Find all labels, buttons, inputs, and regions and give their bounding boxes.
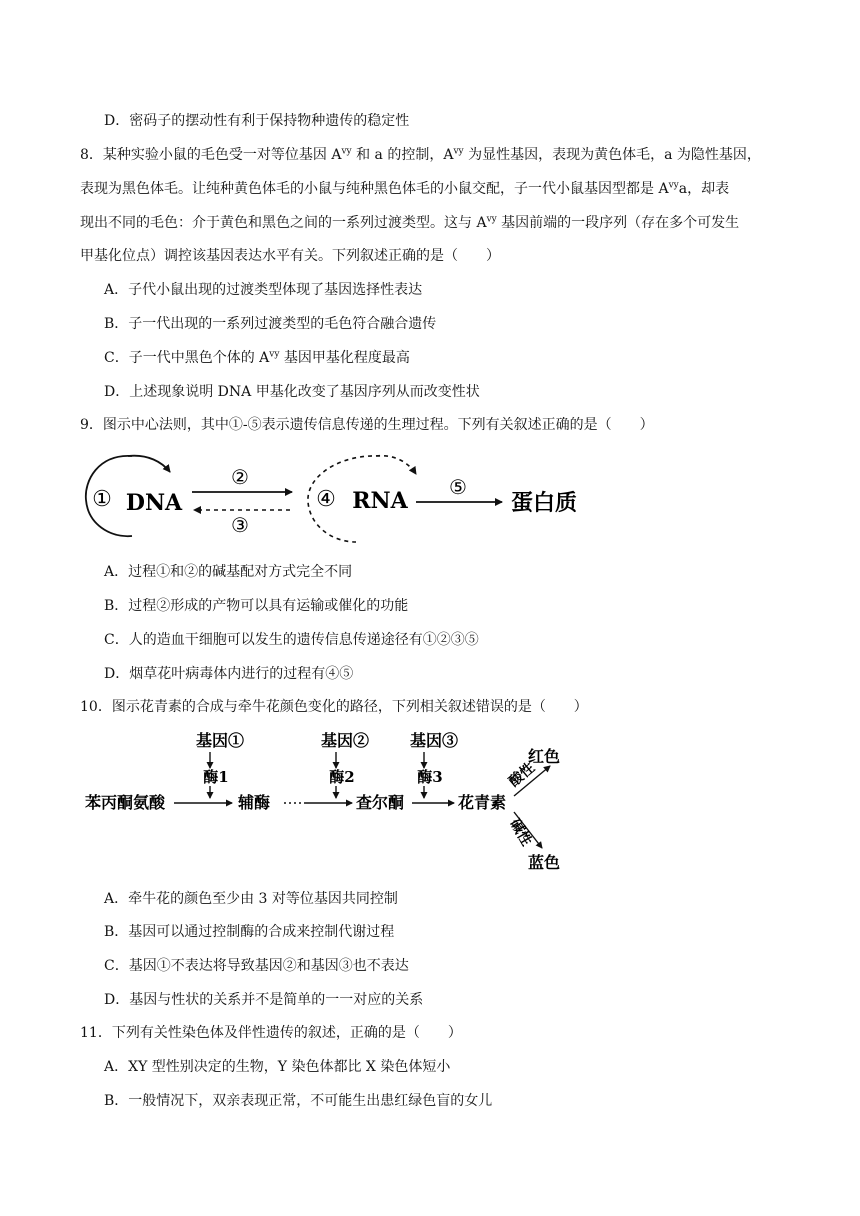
q10-option-a: A．牵牛花的颜色至少由 3 对等位基因共同控制 [104, 891, 398, 907]
q10-stem: 10．图示花青素的合成与牵牛花颜色变化的路径，下列相关叙述错误的是（ ） [80, 699, 588, 715]
q8-option-c: C．子一代中黑色个体的 $A^{vy}$ 基因甲基化程度最高 [104, 349, 410, 366]
dna-label: DNA [125, 490, 183, 516]
anthocyanin-label: 花青素 [458, 793, 507, 812]
blue-label: 蓝色 [528, 853, 561, 872]
gene-1-label: 基因① [195, 731, 245, 750]
q11-option-a: A．XY 型性别决定的生物，Y 染色体都比 X 染色体短小 [104, 1059, 451, 1075]
q8-stem-line2: 表现为黑色体毛。让纯种黄色体毛的小鼠与纯种黑色体毛的小鼠交配，子一代小鼠基因型都是 $A^{vy}a$，却表 [80, 180, 730, 197]
chalcone-label: 查尔酮 [356, 793, 405, 812]
enzyme-2-label: 酶2 [329, 768, 355, 786]
q10-option-d: D．基因与性状的关系并不是简单的一一对应的关系 [104, 992, 424, 1008]
q11-stem: 11．下列有关性染色体及伴性遗传的叙述，正确的是（ ） [80, 1025, 462, 1041]
enzyme-3-label: 酶3 [417, 768, 443, 786]
gene-3-label: 基因③ [409, 731, 459, 750]
process-1-label: ① [92, 487, 112, 512]
acidic-label: 酸性 [506, 759, 538, 791]
q7-option-d: D．密码子的摆动性有利于保持物种遗传的稳定性 [104, 113, 410, 129]
q9-stem: 9．图示中心法则，其中①-⑤表示遗传信息传递的生理过程。下列有关叙述正确的是（ ） [80, 417, 654, 433]
q9-option-b: B．过程②形成的产物可以具有运输或催化的功能 [104, 598, 409, 614]
q10-option-b: B．基因可以通过控制酶的合成来控制代谢过程 [104, 924, 395, 940]
substrate-label: 苯丙酮氨酸 [85, 793, 166, 812]
basic-label: 碱性 [506, 816, 535, 849]
q9-option-a: A．过程①和②的碱基配对方式完全不同 [104, 564, 353, 580]
q8-stem-line4: 甲基化位点）调控该基因表达水平有关。下列叙述正确的是（ ） [80, 248, 500, 264]
process-3-label: ③ [231, 513, 249, 537]
q10-option-c: C．基因①不表达将导致基因②和基因③也不表达 [104, 958, 409, 974]
process-2-label: ② [231, 465, 249, 489]
anthocyanin-pathway-diagram [80, 726, 580, 876]
process-5-label: ⑤ [449, 475, 467, 499]
q9-option-d: D．烟草花叶病毒体内进行的过程有④⑤ [104, 666, 354, 682]
q8-stem-line3: 现出不同的毛色：介于黄色和黑色之间的一系列过渡类型。这与 $A^{vy}$ 基因前端的一段序列（存在多个可发生 [80, 214, 740, 231]
q9-option-c: C．人的造血干细胞可以发生的遗传信息传递途径有①②③⑤ [104, 632, 479, 648]
red-label: 红色 [528, 747, 561, 766]
protein-label: 蛋白质 [510, 490, 578, 516]
central-dogma-diagram [80, 446, 590, 546]
q8-option-d: D．上述现象说明 DNA 甲基化改变了基因序列从而改变性状 [104, 384, 480, 400]
q11-option-b: B．一般情况下，双亲表现正常，不可能生出患红绿色盲的女儿 [104, 1093, 493, 1109]
q8-option-b: B．子一代出现的一系列过渡类型的毛色符合融合遗传 [104, 316, 437, 332]
q8-option-a: A．子代小鼠出现的过渡类型体现了基因选择性表达 [104, 282, 423, 298]
coenzyme-label: 辅酶 [238, 793, 271, 812]
gene-2-label: 基因② [320, 731, 370, 750]
enzyme-1-label: 酶1 [203, 768, 229, 786]
process-4-label: ④ [316, 487, 336, 512]
q8-stem-line1: 8．某种实验小鼠的毛色受一对等位基因 $A^{vy}$ 和 a 的控制，$A^{vy}$ 为显性基因，表现为黄色体毛，a 为隐性基因， [80, 146, 761, 163]
rna-label: RNA [352, 488, 408, 514]
